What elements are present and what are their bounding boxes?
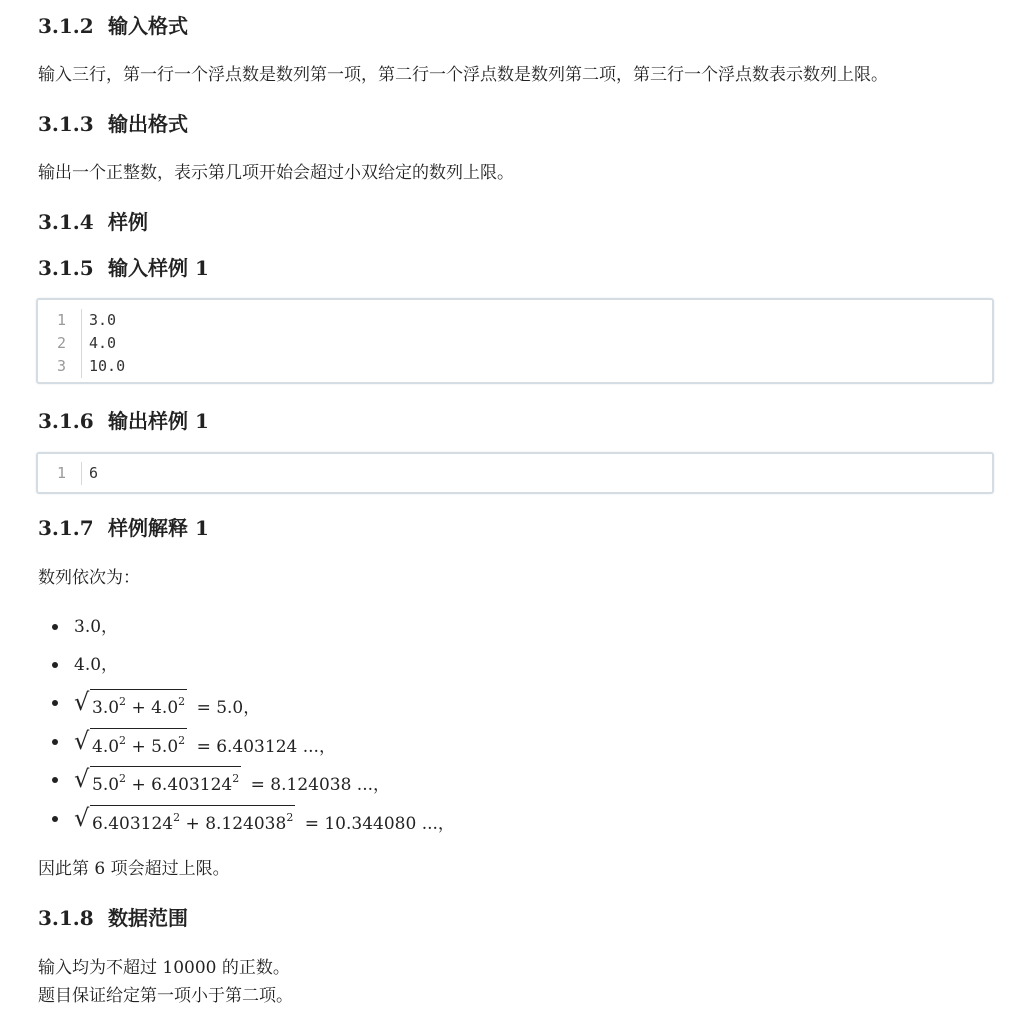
section-title: 输入格式: [108, 14, 188, 38]
square-root: √ $3.0^2 + 4.0^2$: [74, 688, 186, 718]
term-a: 3.0: [92, 698, 120, 718]
formula: [74, 805, 455, 838]
formula: [74, 689, 260, 722]
section-title: 样例: [108, 210, 148, 234]
square-root: √ $6.403124^2 + 8.124038^2$: [74, 804, 294, 834]
section-number: 3.1.5: [38, 256, 94, 280]
section-number: 3.1.7: [38, 516, 94, 540]
code-text: 3.0: [89, 311, 117, 329]
heading-sample-input: [38, 255, 209, 281]
data-range-line-2: 题目保证给定第一项小于第二项。: [38, 986, 293, 1006]
section-title: 输入样例 1: [108, 256, 209, 280]
sample-output-code-block[interactable]: [36, 452, 994, 494]
section-number: 3.1.8: [38, 906, 94, 930]
section-number: 3.1.4: [38, 210, 94, 234]
exponent: 2: [119, 695, 127, 708]
gutter-divider: [81, 332, 82, 355]
code-line: [38, 355, 992, 378]
explanation-conclusion: 因此第 6 项会超过上限。: [38, 859, 230, 879]
term-b: 8.124038: [205, 814, 287, 834]
exponent: 2: [232, 772, 240, 785]
bullet-dot: [52, 662, 58, 668]
output-format-text: 输出一个正整数，表示第几项开始会超过小双给定的数列上限。: [38, 163, 514, 183]
line-number: 3: [56, 357, 66, 375]
gutter-divider: [81, 462, 82, 485]
radical-sign-icon: √: [74, 688, 90, 716]
formula-result: = 5.0，: [196, 698, 261, 718]
term-b: 6.403124: [151, 775, 233, 795]
explanation-intro: 数列依次为：: [38, 568, 140, 588]
exponent: 2: [286, 811, 294, 824]
square-root: √ $5.0^2 + 6.403124^2$: [74, 765, 240, 795]
section-title: 输出格式: [108, 112, 188, 136]
exponent: 2: [119, 772, 127, 785]
term-b: 4.0: [151, 698, 179, 718]
input-format-text: 输入三行，第一行一个浮点数是数列第一项，第二行一个浮点数是数列第二项，第三行一个浮点数表示数列上限。: [38, 65, 888, 85]
term-a: 6.403124: [92, 814, 174, 834]
code-line: [38, 462, 992, 485]
bullet-dot: [52, 700, 58, 706]
formula-result: = 10.344080 ...，: [304, 814, 455, 834]
heading-samples: [38, 209, 148, 235]
formula: [74, 728, 336, 761]
section-title: 输出样例 1: [108, 409, 209, 433]
term-b: 5.0: [151, 737, 179, 757]
code-line: [38, 309, 992, 332]
heading-input-format: [38, 13, 188, 39]
code-line: [38, 332, 992, 355]
formula: [74, 766, 390, 799]
bullet-dot: [52, 816, 58, 822]
code-text: 6: [89, 464, 99, 482]
line-number: 1: [56, 464, 66, 482]
exponent: 2: [173, 811, 181, 824]
exponent: 2: [119, 734, 127, 747]
section-title: 样例解释 1: [108, 516, 209, 540]
section-title: 数据范围: [108, 906, 188, 930]
bullet-dot: [52, 777, 58, 783]
list-item-text: 4.0，: [74, 655, 119, 675]
bullet-dot: [52, 624, 58, 630]
section-number: 3.1.3: [38, 112, 94, 136]
heading-output-format: [38, 111, 188, 137]
sample-input-code-block[interactable]: [36, 298, 994, 384]
radical-sign-icon: √: [74, 804, 90, 832]
radical-sign-icon: √: [74, 727, 90, 755]
data-range-line-1: 输入均为不超过 10000 的正数。: [38, 958, 290, 978]
code-text: 10.0: [89, 357, 126, 375]
section-number: 3.1.6: [38, 409, 94, 433]
gutter-divider: [81, 309, 82, 332]
bullet-dot: [52, 739, 58, 745]
list-item-text: 3.0，: [74, 617, 119, 637]
exponent: 2: [178, 695, 186, 708]
radical-sign-icon: √: [74, 765, 90, 793]
line-number: 1: [56, 311, 66, 329]
gutter-divider: [81, 355, 82, 378]
heading-data-range: [38, 905, 188, 931]
formula-result: = 8.124038 ...，: [250, 775, 391, 795]
formula-result: = 6.403124 ...，: [196, 737, 336, 757]
term-a: 4.0: [92, 737, 120, 757]
line-number: 2: [56, 334, 66, 352]
term-a: 5.0: [92, 775, 120, 795]
heading-sample-explanation: [38, 515, 209, 541]
section-number: 3.1.2: [38, 14, 94, 38]
square-root: √ $4.0^2 + 5.0^2$: [74, 727, 186, 757]
exponent: 2: [178, 734, 186, 747]
heading-sample-output: [38, 408, 209, 434]
code-text: 4.0: [89, 334, 117, 352]
